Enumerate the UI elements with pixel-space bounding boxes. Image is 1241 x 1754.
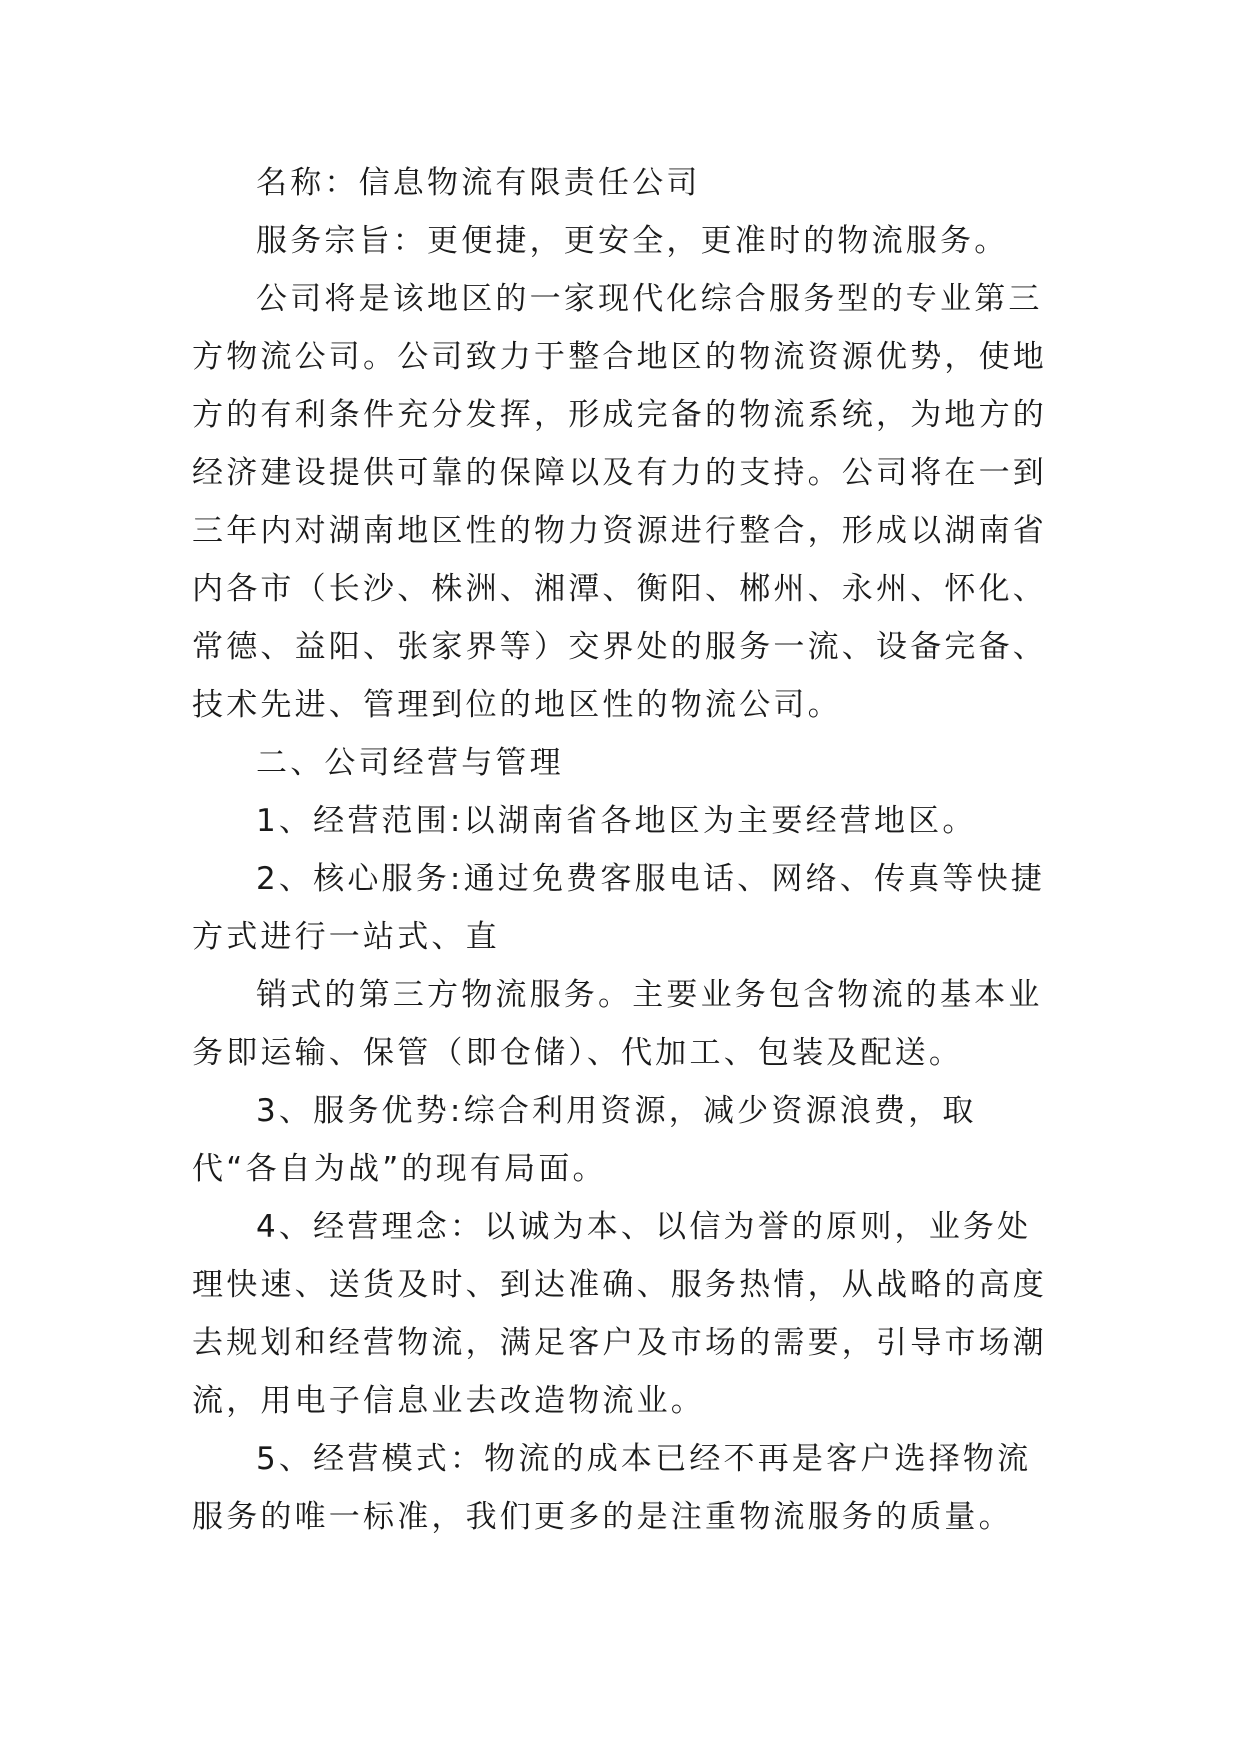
service-purpose-line: 服务宗旨：更便捷，更安全，更准时的物流服务。 bbox=[256, 223, 1009, 259]
company-name-line: 名称：信息物流有限责任公司 bbox=[256, 165, 701, 201]
core-service-item: 2、核心服务:通过免费客服电话、网络、传真等快捷方式进行一站式、直 bbox=[192, 861, 1045, 955]
business-model-item: 5、经营模式：物流的成本已经不再是客户选择物流服务的唯一标准，我们更多的是注重物流服务的质量。 bbox=[192, 1441, 1032, 1535]
section-heading: 二、公司经营与管理 bbox=[256, 745, 564, 781]
core-service-continuation: 销式的第三方物流服务。主要业务包含物流的基本业务即运输、保管（即仓储）、代加工、包装及配送。 bbox=[192, 977, 1043, 1071]
business-philosophy-item: 4、经营理念：以诚为本、以信为誉的原则，业务处理快速、送货及时、到达准确、服务热情，从战略的高度去规划和经营物流，满足客户及市场的需要，引导市场潮流，用电子信息业去改造物流业。 bbox=[192, 1209, 1047, 1419]
company-intro-paragraph: 公司将是该地区的一家现代化综合服务型的专业第三方物流公司。公司致力于整合地区的物流资源优势，使地方的有利条件充分发挥，形成完备的物流系统，为地方的经济建设提供可靠的保障以及有力的支持。公司将在一到三年内对湖南地区性的物力资源进行整合，形成以湖南省内各市（长沙、株洲、湘潭、衡阳、郴州、永州、怀化、常德、益阳、张家界等）交界处的服务一流、设备完备、技术先进、管理到位的地区性的物流公司。 bbox=[192, 281, 1047, 723]
service-advantage-item: 3、服务优势:综合利用资源，减少资源浪费，取代“各自为战”的现有局面。 bbox=[192, 1093, 977, 1187]
document-body bbox=[192, 154, 1054, 1546]
business-scope-item: 1、经营范围:以湖南省各地区为主要经营地区。 bbox=[256, 803, 977, 839]
